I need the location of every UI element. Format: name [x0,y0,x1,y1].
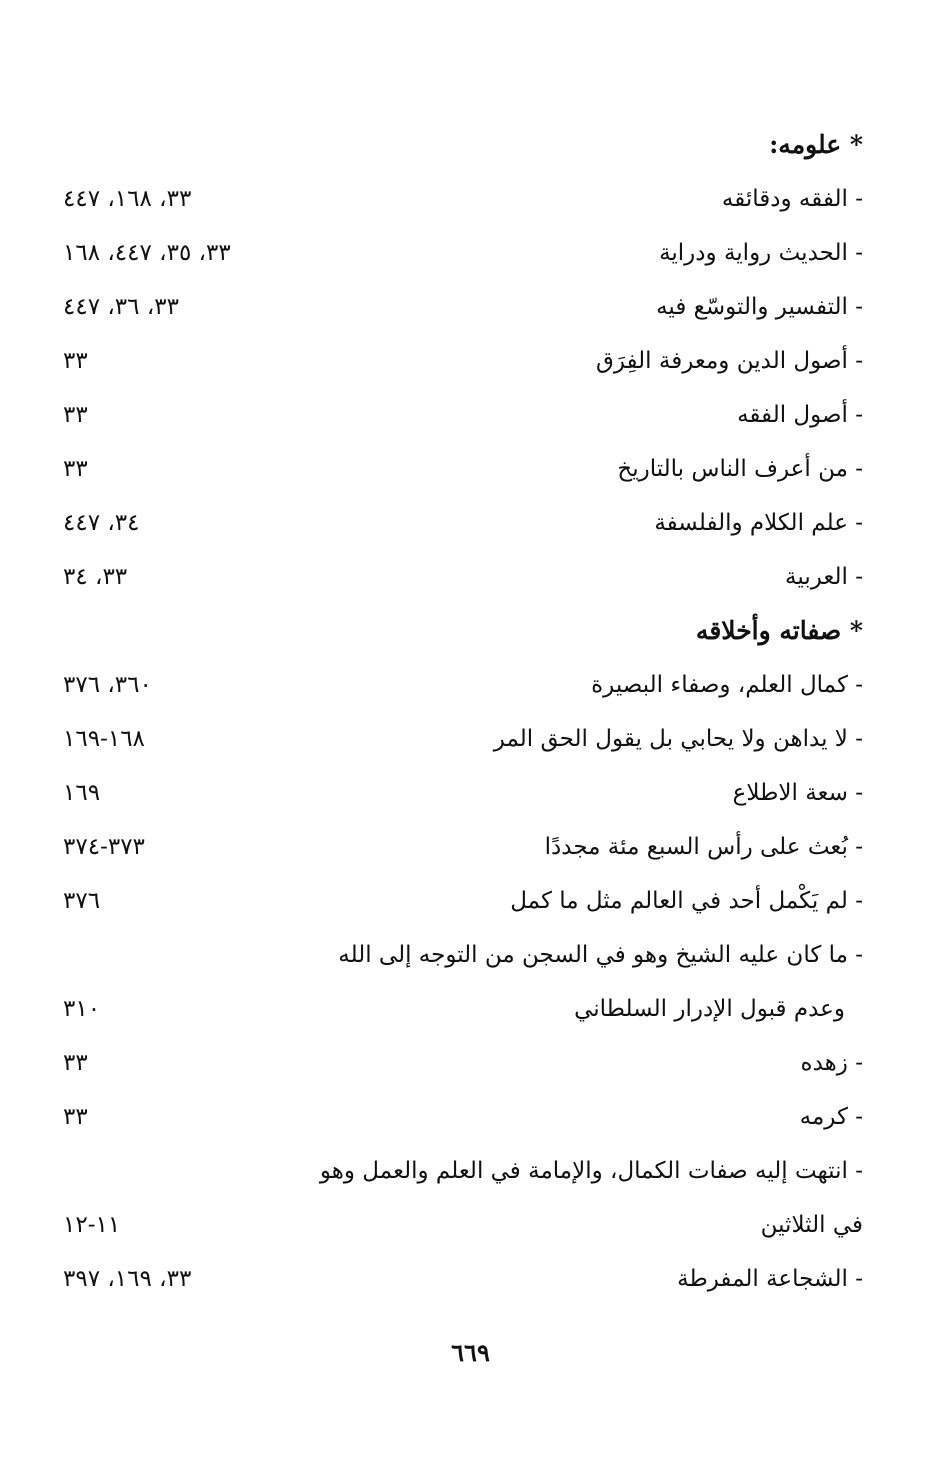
page-number: ٦٦٩ [451,1338,490,1367]
index-entry [63,1090,863,1144]
section-heading-character: * صفاته وأخلاقه [695,616,863,645]
entry-term: - الحديث رواية ودراية [659,240,863,266]
index-entry [63,928,863,982]
entry-term-continuation: في الثلاثين [760,1212,863,1238]
entry-term: - ما كان عليه الشيخ وهو في السجن من التوجه إلى الله [338,942,863,968]
entry-term: - سعة الاطلاع [732,780,863,806]
index-entry [63,1036,863,1090]
entry-pages: ٣٣، ٣٦، ٤٤٧ [63,294,179,320]
entry-pages: ٣٣ [63,402,88,428]
index-entry [63,766,863,820]
entry-term: - انتهت إليه صفات الكمال، والإمامة في العلم والعمل وهو [319,1158,863,1184]
section-heading-knowledge: * علومه: [769,130,863,159]
entry-term: - لم يَكْمل أحد في العالم مثل ما كمل [510,888,863,914]
entry-pages: ١٦٨-١٦٩ [63,726,145,752]
entry-pages: ٣٣، ١٦٨، ٤٤٧ [63,186,192,212]
index-entry [63,226,863,280]
entry-pages: ٣٣، ١٦٩، ٣٩٧ [63,1266,192,1292]
entry-pages: ٣٧٣-٣٧٤ [63,834,145,860]
entry-pages: ٣٧٦ [63,888,101,914]
entry-term: - علم الكلام والفلسفة [654,510,863,536]
entry-pages: ٣٣ [63,1050,88,1076]
entry-pages: ١١-١٢ [63,1212,121,1238]
entry-term: - التفسير والتوسّع فيه [656,294,863,320]
entry-term: - لا يداهن ولا يحابي بل يقول الحق المر [493,726,863,752]
entry-term: - أصول الفقه [737,402,863,428]
index-entry-continuation [63,1198,863,1252]
entry-term: - كرمه [799,1104,863,1130]
entry-term: - بُعث على رأس السبع مئة مجددًا [544,834,863,860]
index-entry [63,388,863,442]
entry-pages: ٣٣، ٣٤ [63,564,128,590]
index-entry [63,712,863,766]
index-entry [63,658,863,712]
entry-pages: ١٦٩ [63,780,101,806]
entry-pages: ٣٦٠، ٣٧٦ [63,672,152,698]
index-entry [63,874,863,928]
index-entry [63,280,863,334]
entry-term-continuation: وعدم قبول الإدرار السلطاني [574,996,845,1022]
entry-term: - العربية [785,564,863,590]
entry-term: - زهده [800,1050,863,1076]
entry-term: - أصول الدين ومعرفة الفِرَق [595,348,863,374]
entry-term: - الشجاعة المفرطة [677,1266,863,1292]
index-entry [63,550,863,604]
entry-pages: ٣٣ [63,1104,88,1130]
index-entry [63,442,863,496]
index-entry [63,1252,863,1306]
entry-pages: ٣٤، ٤٤٧ [63,510,140,536]
entry-term: - كمال العلم، وصفاء البصيرة [591,672,863,698]
index-entry-continuation [63,982,863,1036]
entry-pages: ٣٣، ٣٥، ٤٤٧، ١٦٨ [63,240,231,266]
entry-pages: ٣١٠ [63,996,101,1022]
index-entry [63,172,863,226]
entry-pages: ٣٣ [63,348,88,374]
index-entry [63,334,863,388]
index-content [63,118,863,1306]
index-entry [63,820,863,874]
index-entry [63,1144,863,1198]
index-entry [63,496,863,550]
entry-pages: ٣٣ [63,456,88,482]
entry-term: - من أعرف الناس بالتاريخ [617,456,863,482]
entry-term: - الفقه ودقائقه [721,186,863,212]
